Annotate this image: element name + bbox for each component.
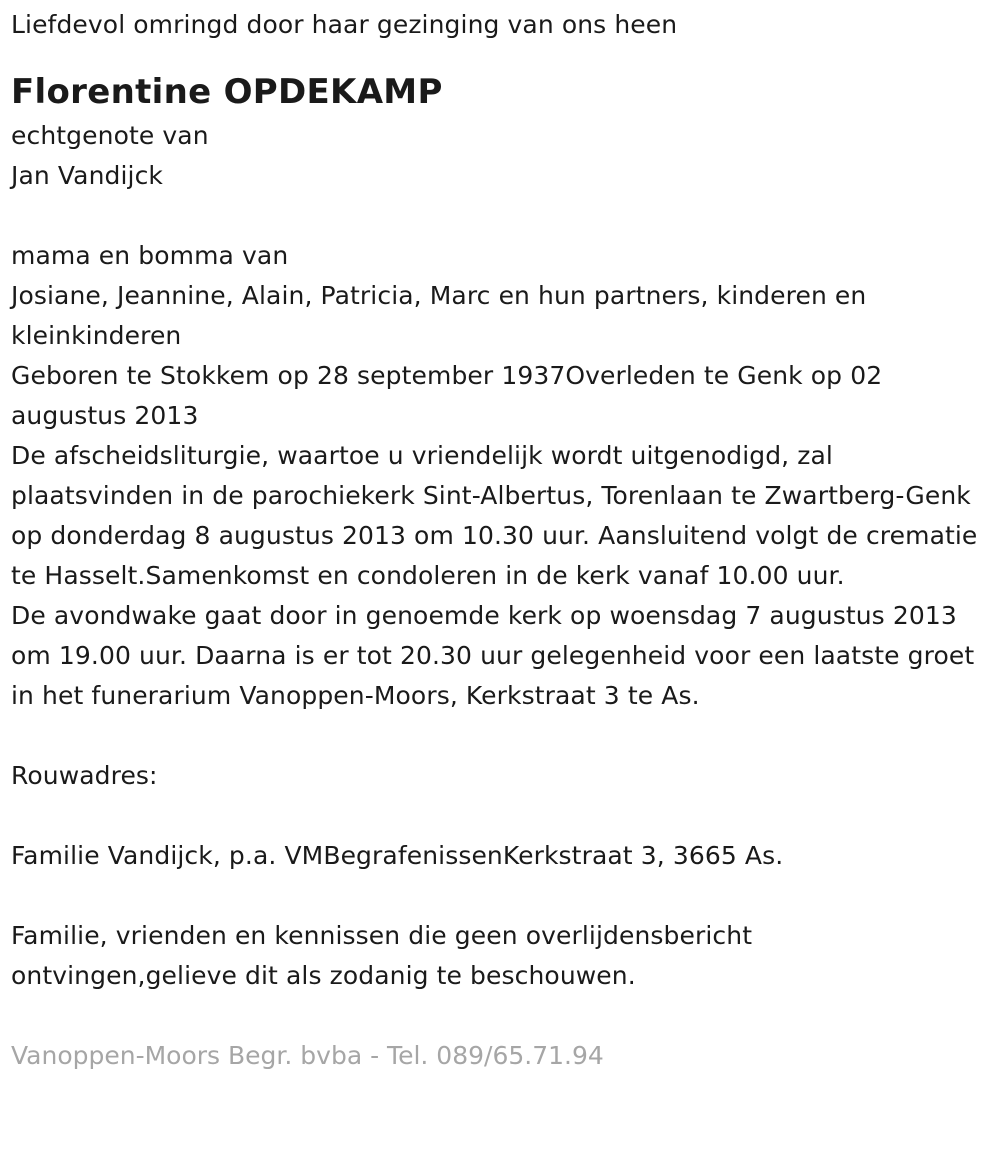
wake-info: De avondwake gaat door in genoemde kerk op woensdag 7 augustus 2013 om 19.00 uur. Daarna is er tot 20.30 uur gelegenheid voor een laatste groet in het funerarium Vanoppen-Moors, Kerkstraat 3 te As. (11, 601, 975, 710)
spacer (11, 716, 986, 756)
deceased-name: Florentine OPDEKAMP (11, 72, 443, 112)
birth-death-info: Geboren te Stokkem op 28 september 1937Overleden te Genk op 02 augustus 2013 (11, 361, 883, 430)
family-label: mama en bomma van (11, 241, 289, 270)
spacer (11, 796, 986, 836)
intro-line: Liefdevol omringd door haar gezinging van ons heen (11, 10, 678, 39)
funeral-home-footer: Vanoppen-Moors Begr. bvba - Tel. 089/65.71.94 (11, 1041, 604, 1070)
family-members: Josiane, Jeannine, Alain, Patricia, Marc en hun partners, kinderen en kleinkinderen (11, 281, 867, 350)
spouse-name: Jan Vandijck (11, 161, 163, 190)
ceremony-info: De afscheidsliturgie, waartoe u vriendelijk wordt uitgenodigd, zal plaatsvinden in de parochiekerk Sint-Albertus, Torenlaan te Zwartberg-Genk op donderdag 8 augustus 2013 om 10.30 uur. Aansluitend volgt de crematie te Hasselt.Samenkomst en condoleren in de kerk vanaf 10.00 uur. (11, 441, 978, 590)
spouse-label: echtgenote van (11, 121, 209, 150)
spacer (11, 876, 986, 916)
notice-text: Familie, vrienden en kennissen die geen overlijdensbericht ontvingen,gelieve dit als zodanig te beschouwen. (11, 921, 753, 990)
obituary-text (11, 0, 986, 1076)
spacer (11, 196, 986, 236)
address-label: Rouwadres: (11, 761, 158, 790)
mourning-address: Familie Vandijck, p.a. VMBegrafenissenKerkstraat 3, 3665 As. (11, 841, 784, 870)
